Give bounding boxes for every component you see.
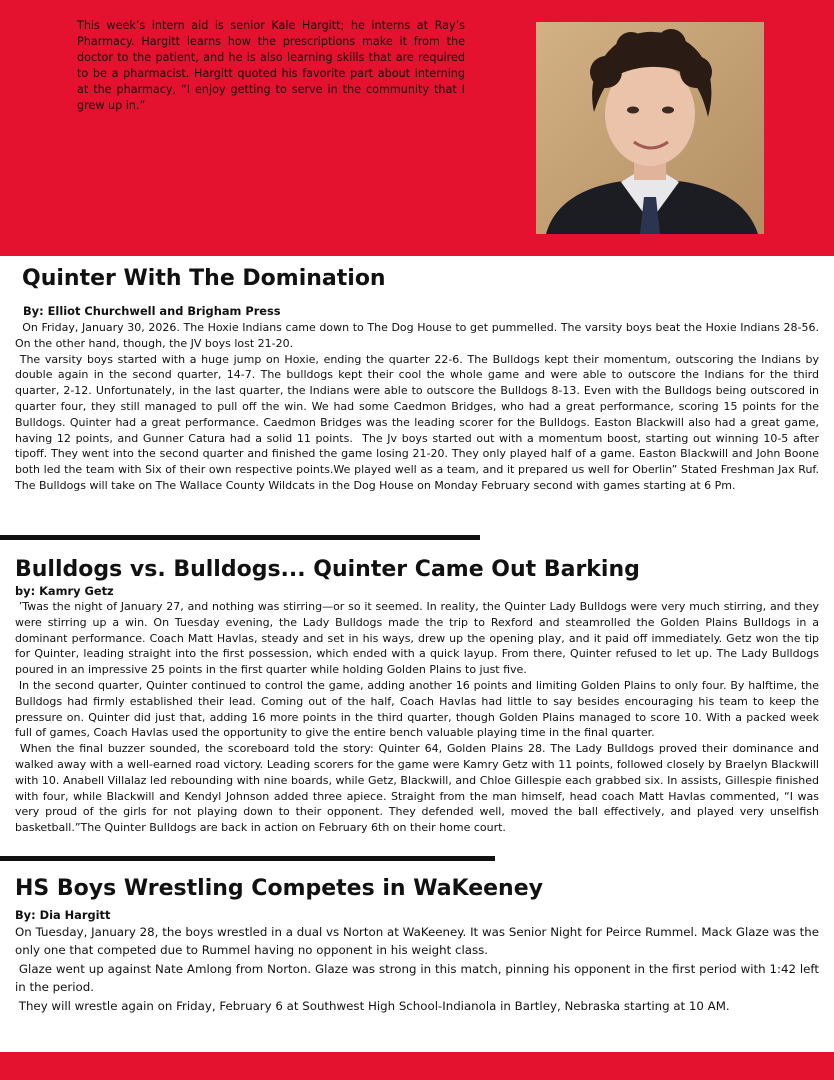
article-2-paragraph: When the final buzzer sounded, the scoreboard told the story: Quinter 64, Golden Plains 28. The Lady Bulldogs proved their dominance and walked away with a well-earned road victory. Leading scorers for the game were Kamry Getz with 11 points, followed closely by Braelyn Blackwill with 10. Anabell Villalaz led rebounding with nine boards, while Getz, Blackwill, and Chloe Gillespie each grabbed six. In assists, Gillespie finished with four, while Blackwill and Kendyl Johnson added three apiece. Straight from the man himself, head coach Matt Havlas commented, “I was very proud of the girls for not playing down to their opponent. They defended well, moved the ball effectively, and played very unselfish basketball.”The Quinter Bulldogs are back in action on February 6th on their home court. xyxy=(15,742,823,835)
article-1-byline: By: Elliot Churchwell and Brigham Press xyxy=(23,304,281,318)
intern-portrait-photo xyxy=(536,22,764,234)
article-3-body xyxy=(15,923,823,1015)
article-2-byline: by: Kamry Getz xyxy=(15,584,114,598)
article-1-paragraph: The varsity boys started with a huge jump on Hoxie, ending the quarter 22-6. The Bulldogs kept their momentum, outscoring the Indians by double again in the second quarter, 14-7. The bulldogs kept their cool the whole game and were able to outscore the Indians for the third quarter, 2-12. Unfortunately, in the last quarter, the Indians were able to outscore the Bulldogs 8-13. Even with the Bulldogs being outscored in quarter four, they still managed to pull off the win. We had some Caedmon Bridges, who had a great performance, scoring 15 points for the Bulldogs. Quinter had a great performance. Caedmon Bridges was the leading scorer for the Bulldogs. Easton Blackwill also had a great game, having 12 points, and Gunner Catura had a solid 11 points. The Jv boys started out with a momentum boost, starting out winning 10-5 after tipoff. They went into the second quarter and finished the game losing 21-20. They only played half of a game. Easton Blackwill and John Boone both led the team with Six of their own respective points.We played well as a team, and it prepared us well for Oberlin” Stated Freshman Jax Ruf. The Bulldogs will take on The Wallace County Wildcats in the Dog House on Monday February second with games starting at 6 Pm. xyxy=(15,352,823,492)
article-1-paragraph: On Friday, January 30, 2026. The Hoxie Indians came down to The Dog House to get pummelled. The varsity boys beat the Hoxie Indians 28-56. On the other hand, though, the JV boys lost 21-20. xyxy=(15,321,823,350)
intern-spotlight-text: This week’s intern aid is senior Kale Hargitt; he interns at Ray’s Pharmacy. Hargitt learns how the prescriptions make it from the doctor to the patient, and he is also learning skills that are required to be a pharmacist. Hargitt quoted his favorite part about interning at the pharmacy, “I enjoy getting to serve in the community that I grew up in.” xyxy=(77,19,465,112)
article-2-body xyxy=(15,599,823,836)
article-2-paragraph: ’Twas the night of January 27, and nothing was stirring—or so it seemed. In reality, the Quinter Lady Bulldogs were very much stirring, and they were stirring up a win. On Tuesday evening, the Lady Bulldogs made the trip to Rexford and steamrolled the Golden Plains Bulldogs in a dominant performance. Coach Matt Havlas, steady and set in his ways, drew up the opening play, and it paid off immediately. Getz won the tip for Quinter, leading straight into the first possession, which ended with a quick layup. From there, Quinter refused to let up. The Lady Bulldogs poured in an impressive 25 points in the first quarter while holding Golden Plains to just five. xyxy=(15,600,823,677)
article-2-paragraph: In the second quarter, Quinter continued to control the game, adding another 16 points and limiting Golden Plains to only four. By halftime, the Bulldogs had firmly established their lead. Coming out of the half, Coach Havlas had little to say besides encouraging his team to keep the pressure on. Quinter did just that, adding 16 more points in the third quarter, though Golden Plains managed to score 10. With a packed week full of games, Coach Havlas used the opportunity to give the entire bench valuable playing time in the final quarter. xyxy=(15,678,823,740)
article-1-headline: Quinter With The Domination xyxy=(22,266,386,291)
article-3-byline: By: Dia Hargitt xyxy=(15,908,111,922)
article-3-paragraph: Glaze went up against Nate Amlong from Norton. Glaze was strong in this match, pinning his opponent in the first period with 1:42 left in the period. xyxy=(15,961,823,995)
article-1-body xyxy=(15,320,823,494)
article-3-paragraph: They will wrestle again on Friday, February 6 at Southwest High School-Indianola in Bartley, Nebraska starting at 10 AM. xyxy=(15,998,730,1013)
article-3-headline: HS Boys Wrestling Competes in WaKeeney xyxy=(15,876,543,901)
article-3-paragraph: On Tuesday, January 28, the boys wrestled in a dual vs Norton at WaKeeney. It was Senior Night for Peirce Rummel. Mack Glaze was the only one that competed due to Rummel having no opponent in his weight class. xyxy=(15,925,823,958)
section-divider xyxy=(0,535,480,540)
section-divider xyxy=(0,856,495,861)
article-2-headline: Bulldogs vs. Bulldogs... Quinter Came Out Barking xyxy=(15,557,640,582)
bottom-red-bar xyxy=(0,1052,834,1080)
